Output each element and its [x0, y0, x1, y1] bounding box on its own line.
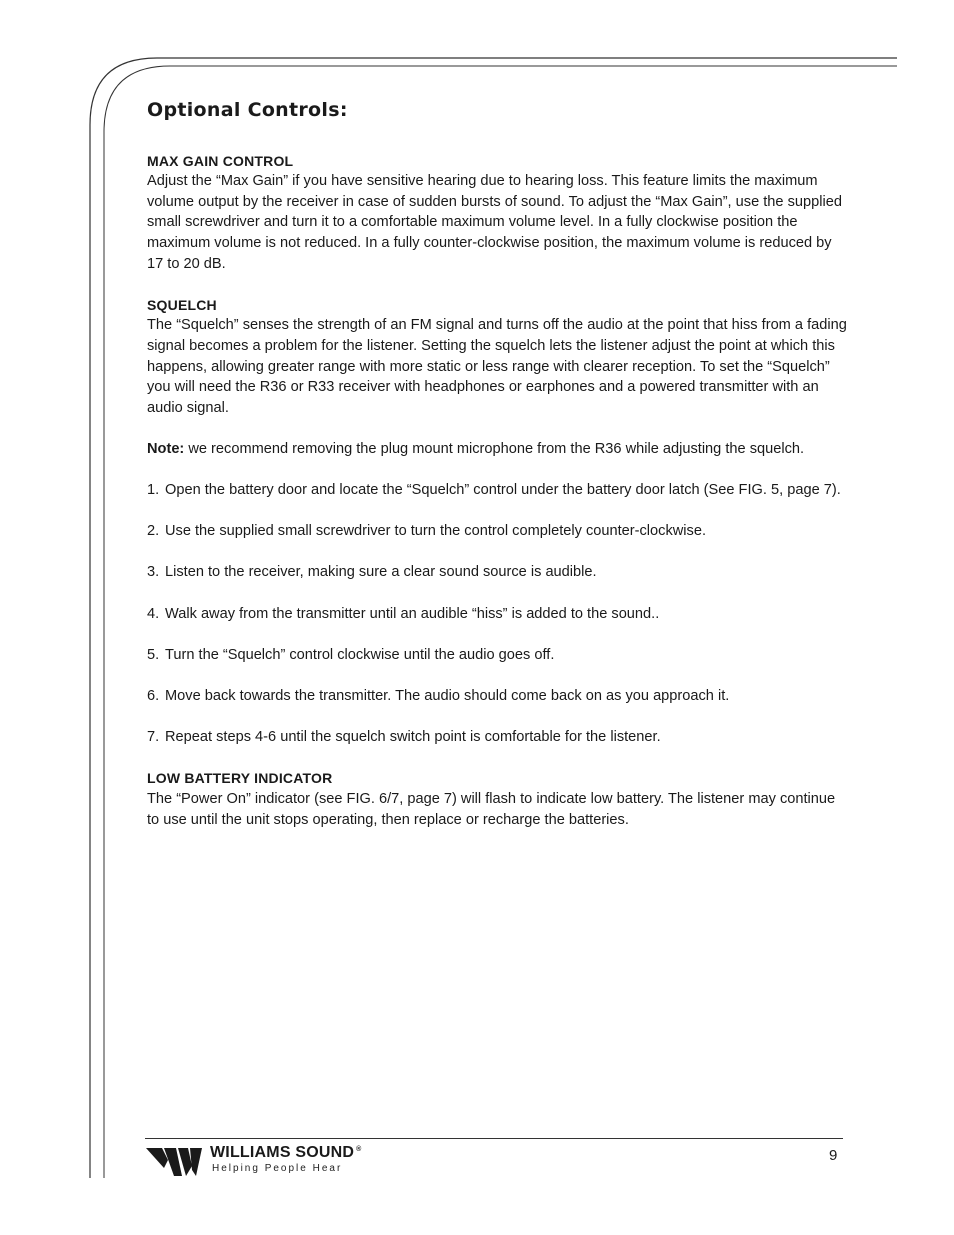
low-battery-heading: LOW BATTERY INDICATOR: [147, 770, 333, 787]
step-number: 4.: [147, 605, 160, 622]
step-number: 2.: [147, 523, 160, 540]
step-text: Walk away from the transmitter until an audible “hiss” is added to the sound..: [165, 605, 660, 622]
williams-sound-logo: [146, 1144, 406, 1180]
step-text: Listen to the receiver, making sure a clear sound source is audible.: [165, 564, 597, 581]
step-text: Open the battery door and locate the “Squelch” control under the battery door latch (See FIG. 5, page 7).: [165, 482, 841, 499]
squelch-steps-list: [147, 480, 847, 748]
step-number: 5.: [147, 646, 160, 663]
step-number: 6.: [147, 688, 160, 705]
max-gain-section: [147, 151, 847, 275]
footer-divider: [145, 1138, 843, 1139]
step-text: Move back towards the transmitter. The audio should come back on as you approach it.: [165, 688, 730, 705]
step-number: 7.: [147, 729, 160, 746]
list-item: [147, 521, 847, 542]
max-gain-body: Adjust the “Max Gain” if you have sensitive hearing due to hearing loss. This feature limits the maximum volume output by the receiver in case of sudden bursts of sound. To adjust the “Max Gain”, use the supplied small screwdriver and turn it to a comfortable maximum volume level. In a fully clockwise position the maximum volume is not reduced. In a fully counter-clockwise position, the maximum volume is reduced by 17 to 20 dB.: [147, 173, 842, 272]
squelch-heading: SQUELCH: [147, 296, 217, 313]
list-item: [147, 562, 847, 583]
page-number: 9: [829, 1147, 838, 1164]
squelch-section: [147, 295, 847, 419]
note-label: Note:: [147, 440, 185, 457]
step-text: Repeat steps 4-6 until the squelch switch point is comfortable for the listener.: [165, 729, 661, 746]
squelch-body: The “Squelch” senses the strength of an FM signal and turns off the audio at the point that hiss from a fading signal becomes a problem for the listener. Setting the squelch lets the listener adjust the point at which this happens, allowing greater range with more static or less range with clearer reception. To set the “Squelch” you will need the R36 or R33 receiver with headphones or earphones and a powered transmitter with an audio signal.: [147, 317, 847, 416]
step-text: Use the supplied small screwdriver to turn the control completely counter-clockwise.: [165, 523, 707, 540]
list-item: [147, 645, 847, 666]
note-paragraph: [147, 439, 847, 460]
low-battery-body: The “Power On” indicator (see FIG. 6/7, page 7) will flash to indicate low battery. The listener may continue to use until the unit stops operating, then replace or recharge the batteries.: [147, 791, 836, 828]
williams-sound-mark-icon: [146, 1146, 204, 1178]
registered-mark: ®: [356, 1145, 362, 1153]
section-title: Optional Controls:: [147, 99, 348, 121]
list-item: [147, 686, 847, 707]
step-number: 3.: [147, 564, 160, 581]
brand-name-text: WILLIAMS SOUND: [210, 1144, 355, 1161]
max-gain-heading: MAX GAIN CONTROL: [147, 152, 294, 169]
step-text: Turn the “Squelch” control clockwise until the audio goes off.: [165, 646, 555, 663]
list-item: [147, 604, 847, 625]
list-item: [147, 727, 847, 748]
step-number: 1.: [147, 482, 160, 499]
page-content: [147, 100, 847, 830]
low-battery-section: [147, 768, 847, 830]
brand-tagline: Helping People Hear: [212, 1163, 343, 1174]
note-text: we recommend removing the plug mount microphone from the R36 while adjusting the squelch.: [184, 440, 805, 457]
list-item: [147, 480, 847, 501]
brand-name: [210, 1144, 361, 1162]
